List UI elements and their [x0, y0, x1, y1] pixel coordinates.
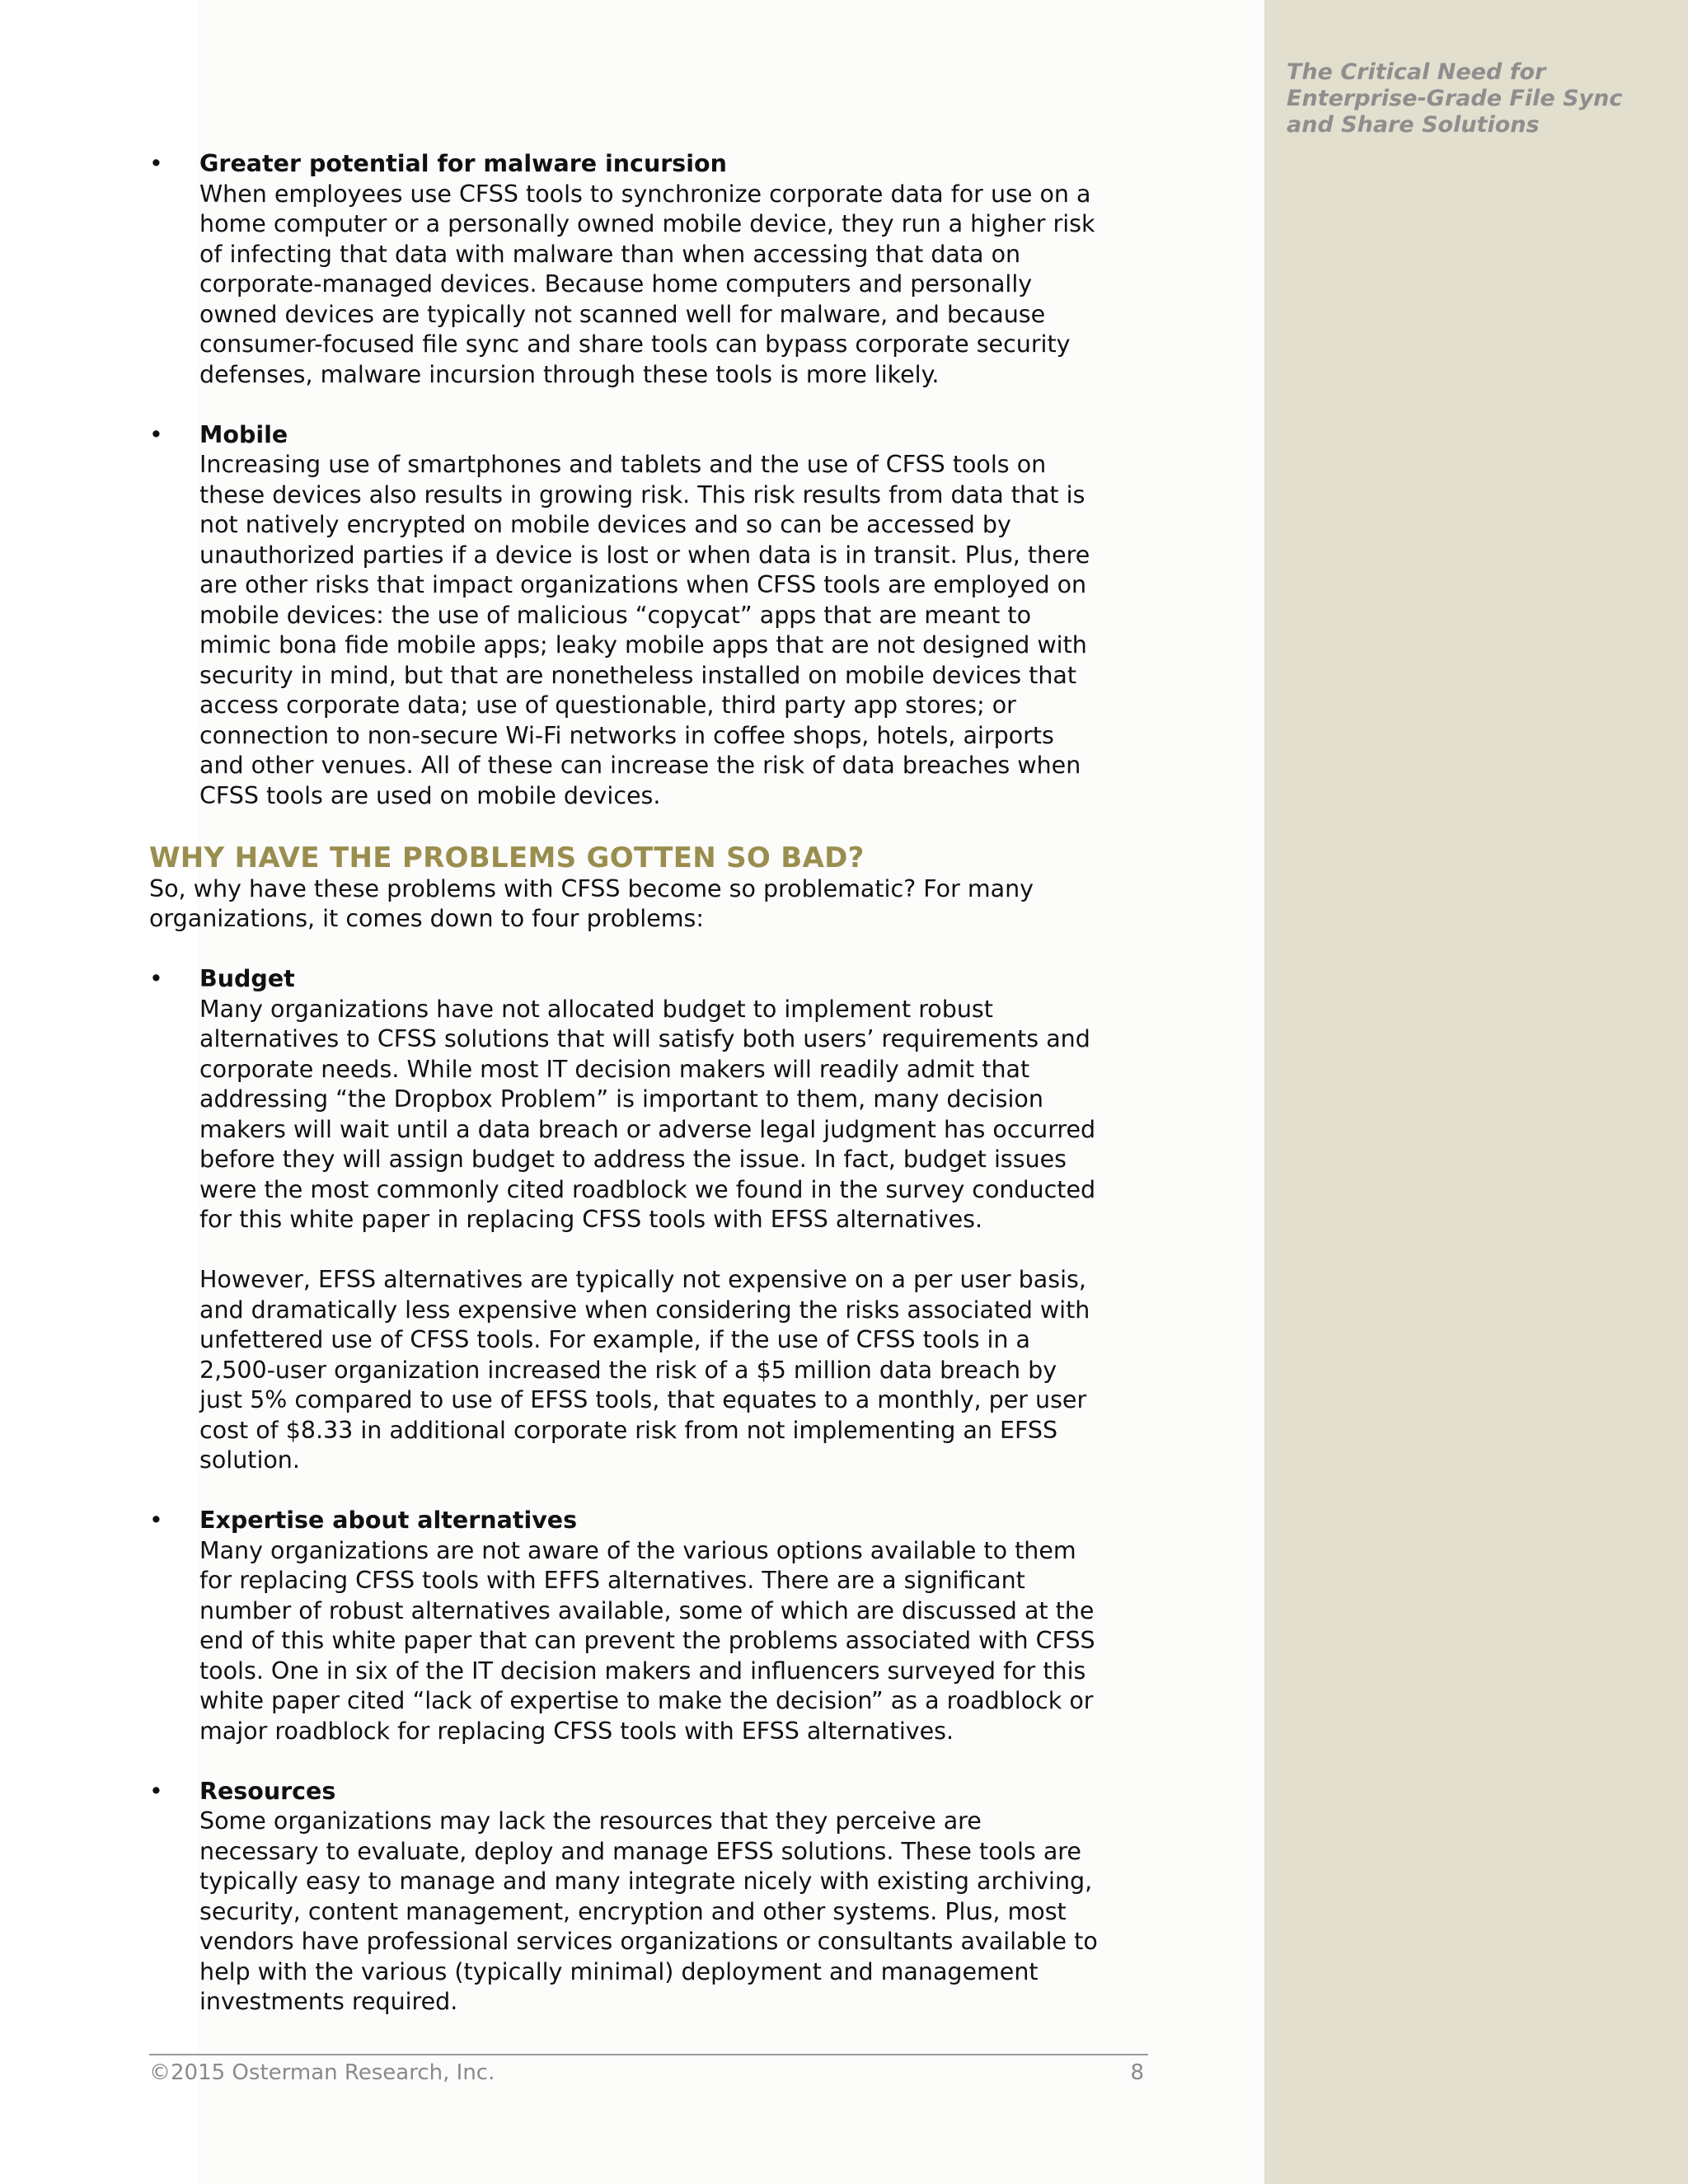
list-item-title: Resources: [199, 1777, 336, 1805]
bullet-list-risks: [149, 149, 1105, 811]
list-item-title: Mobile: [199, 420, 288, 448]
list-item-title: Budget: [199, 965, 295, 992]
bullet-icon: •: [149, 420, 163, 448]
list-item: [149, 1777, 1105, 2018]
bullet-list-problems: [149, 964, 1105, 2018]
page-number: 8: [1130, 2060, 1144, 2085]
footer-copyright: ©2015 Osterman Research, Inc.: [149, 2060, 495, 2085]
bullet-icon: •: [149, 1507, 163, 1534]
list-item: [149, 1506, 1105, 1746]
list-item-paragraph: Some organizations may lack the resources that they perceive are necessary to evaluate, deploy and manage EFSS solutions. These tools are typically easy to manage and many integrate nicely with existing archiving, security, content management, encryption and other systems. Plus, most vendors have professional services organizations or consultants available to help with the various (typically minimal) deployment and management investments required.: [199, 1807, 1098, 2015]
list-item: [149, 420, 1105, 812]
list-item-paragraph: Many organizations are not aware of the various options available to them for replacing CFSS tools with EFFS alternatives. There are a significant number of robust alternatives available, some of which are discussed at the end of this white paper that can prevent the problems associated with CFSS tools. One in six of the IT decision makers and influencers surveyed for this white paper cited “lack of expertise to make the decision” as a roadblock or major roadblock for replacing CFSS tools with EFSS alternatives.: [199, 1536, 1095, 1745]
list-item-paragraph: However, EFSS alternatives are typically not expensive on a per user basis, and dramatically less expensive when considering the risks associated with unfettered use of CFSS tools. For example, if the use of CFSS tools in a 2,500-user organization increased the risk of a $5 million data breach by just 5% compared to use of EFSS tools, that equates to a monthly, per user cost of $8.33 in additional corporate risk from not implementing an EFSS solution.: [199, 1266, 1090, 1474]
list-item: [149, 149, 1105, 390]
list-item: [149, 964, 1105, 1476]
list-item-paragraph: Increasing use of smartphones and tablets and the use of CFSS tools on these devices also results in growing risk. This risk results from data that is not natively encrypted on mobile devices and so can be accessed by unauthorized parties if a device is lost or when data is in transit. Plus, there are other risks that impact organizations when CFSS tools are employed on mobile devices: the use of malicious “copycat” apps that are meant to mimic bona fide mobile apps; leaky mobile apps that are not designed with security in mind, but that are nonetheless installed on mobile devices that access corporate data; use of questionable, third party app stores; or connection to non-secure Wi-Fi networks in coffee shops, hotels, airports and other venues. All of these can increase the risk of data breaches when CFSS tools are used on mobile devices.: [199, 451, 1090, 809]
section-heading: WHY HAVE THE PROBLEMS GOTTEN SO BAD?: [149, 841, 865, 874]
list-item-title: Greater potential for malware incursion: [199, 150, 727, 177]
bullet-icon: •: [149, 150, 163, 177]
bullet-icon: •: [149, 1777, 163, 1805]
list-item-title: Expertise about alternatives: [199, 1507, 578, 1534]
footer-divider: [149, 2054, 1148, 2055]
section-intro: So, why have these problems with CFSS become so problematic? For many organizations, it comes down to four problems:: [149, 874, 1034, 932]
sidebar-document-title: The Critical Need for Enterprise-Grade File Sync and Share Solutions: [1287, 59, 1623, 138]
list-item-paragraph: When employees use CFSS tools to synchronize corporate data for use on a home computer or a personally owned mobile device, they run a higher risk of infecting that data with malware than when accessing that data on corporate-managed devices. Because home computers and personally owned devices are typically not scanned well for malware, and because consumer-focused file sync and share tools can bypass corporate security defenses, malware incursion through these tools is more likely.: [199, 180, 1095, 388]
sidebar-panel: [1264, 0, 1688, 2184]
list-item-paragraph: Many organizations have not allocated budget to implement robust alternatives to CFSS solutions that will satisfy both users’ requirements and corporate needs. While most IT decision makers will readily admit that addressing “the Dropbox Problem” is important to them, many decision makers will wait until a data breach or adverse legal judgment has occurred before they will assign budget to address the issue. In fact, budget issues were the most commonly cited roadblock we found in the survey conducted for this white paper in replacing CFSS tools with EFSS alternatives.: [199, 995, 1096, 1233]
bullet-icon: •: [149, 965, 163, 992]
page-body: [149, 149, 1105, 2047]
